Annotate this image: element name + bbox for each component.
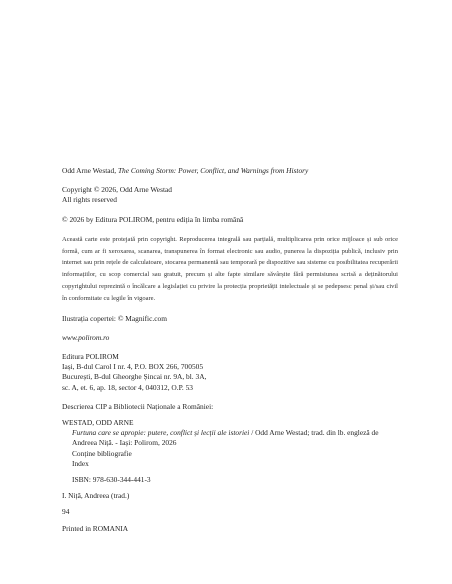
cover-credit: Ilustrația copertei: © Magnific.com (62, 313, 167, 323)
copyright-line: Copyright © 2026, Odd Arne Westad (62, 185, 172, 195)
original-author: Odd Arne Westad, (62, 166, 117, 175)
website-text: www.polirom.ro (62, 332, 110, 342)
rights-line: All rights reserved (62, 195, 118, 205)
publisher-address-bucuresti: București, B-dul Gheorghe Șincai nr. 9A, bl. 3A, (62, 372, 207, 382)
romanian-edition-line: © 2026 by Editura POLIROM, pentru ediția în limba română (62, 214, 244, 224)
cip-title (62, 428, 398, 448)
cip-translator: I. Niță, Andreea (trad.) (62, 491, 130, 501)
legal-notice: Această carte este protejată prin copyright. Reproducerea integrală sau parțială, multiplicarea prin orice mijloace și sub orice formă, cum ar fi xeroxarea, scanarea, transpunerea în format electronic sau audio, punerea la dispoziția publică, inclusiv prin internet sau prin rețele de calculatoare, stocarea permanentă sau temporară pe dispozitive sau sisteme cu posibilitatea recuperării informațiilor, cu scop comercial sau gratuit, precum și alte fapte similare săvârșite fără permisiunea scrisă a deținătorului copyrightului reprezintă o încălcare a legislației cu privire la protecția proprietății intelectuale și se pedepsesc penal și/sau civil în conformitate cu legile în vigoare. (62, 235, 398, 302)
cip-author: WESTAD, ODD ARNE (62, 418, 134, 428)
copyright-block (62, 166, 398, 534)
publisher-website (62, 333, 398, 343)
printed-in: Printed in ROMANIA (62, 523, 129, 533)
original-title: The Coming Storm: Power, Conflict, and Warnings from History (117, 166, 309, 175)
cip-heading: Descrierea CIP a Bibliotecii Naționale a României: (62, 401, 214, 411)
cip-classification: 94 (62, 507, 70, 517)
cip-title-rest: / Odd Arne Westad; trad. din lb. engleză de Andreea Niță. - Iași: Polirom, 2026 (72, 428, 379, 448)
cip-isbn: ISBN: 978-630-344-441-3 (72, 475, 151, 485)
cip-index: Index (72, 458, 89, 468)
publisher-address-iasi: Iași, B-dul Carol I nr. 4, P.O. BOX 266, 700505 (62, 362, 204, 372)
cip-title-italic: Furtuna care se apropie: putere, conflict și lecții ale istoriei (72, 428, 250, 438)
original-title-line (62, 166, 398, 176)
publisher-name: Editura POLIROM (62, 352, 119, 361)
cip-contains: Conține bibliografie (72, 448, 132, 458)
publisher-address-bucuresti-2: sc. A, et. 6, ap. 18, sector 4, 040312, O.P. 53 (62, 382, 193, 392)
